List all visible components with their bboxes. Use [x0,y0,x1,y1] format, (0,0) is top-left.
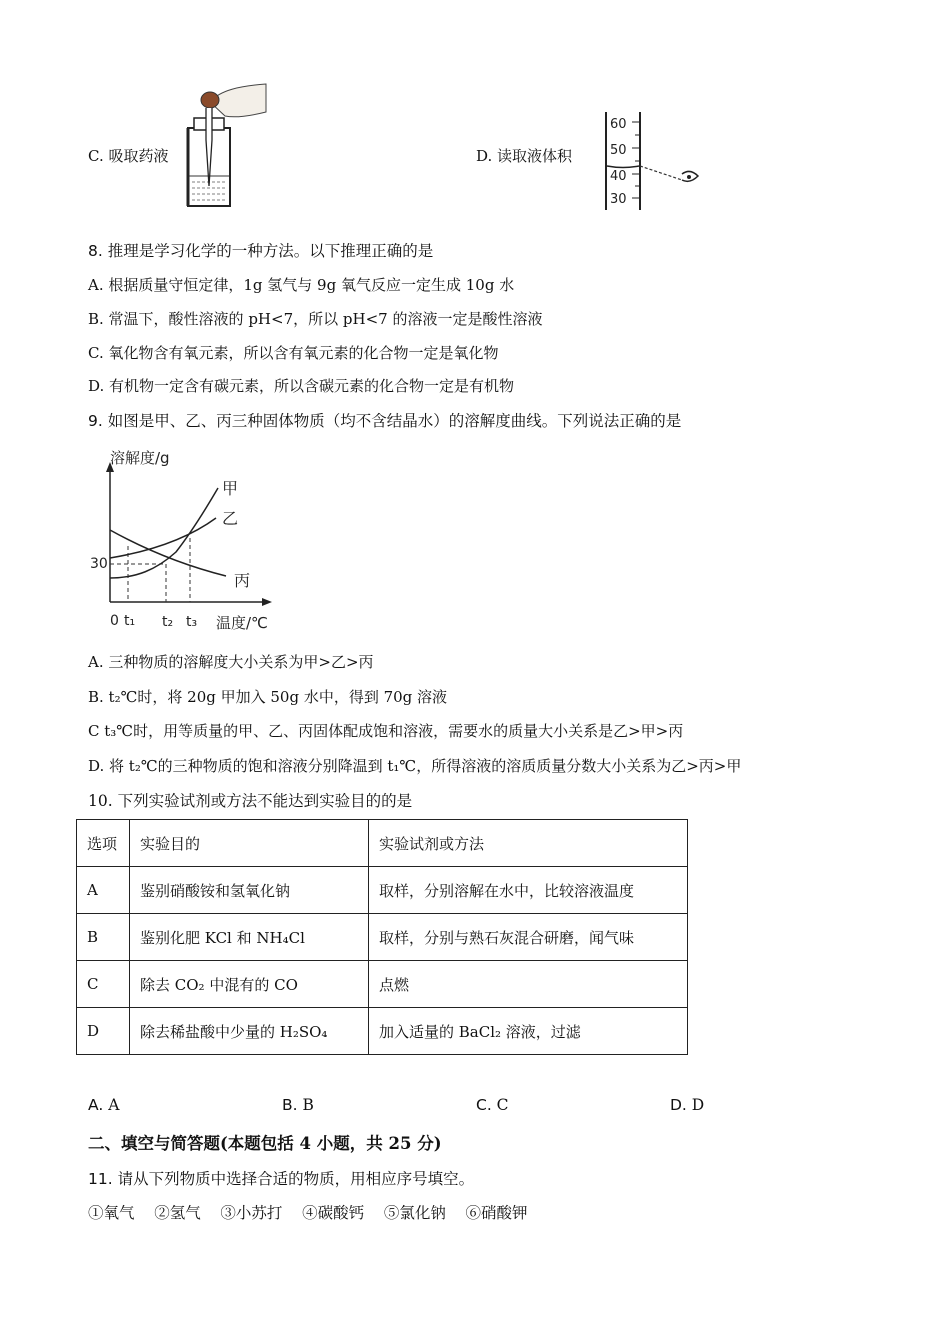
q8-option-c: C. 氧化物含有氧元素，所以含有氧元素的化合物一定是氧化物 [88,344,499,362]
curve-bing [110,530,226,576]
table-header-cell: 实验目的 [130,820,369,867]
table-cell: 加入适量的 BaCl₂ 溶液，过滤 [369,1008,688,1055]
table-cell: 鉴别硝酸铵和氢氧化钠 [130,867,369,914]
table-cell: 除去 CO₂ 中混有的 CO [130,961,369,1008]
q9-option-b: B. t₂℃时，将 20g 甲加入 50g 水中，得到 70g 溶液 [88,688,448,706]
q8-option-b: B. 常温下，酸性溶液的 pH<7，所以 pH<7 的溶液一定是酸性溶液 [88,310,543,328]
option-d-label: D. 读取液体积 [476,147,573,165]
q9-option-a: A. 三种物质的溶解度大小关系为甲>乙>丙 [88,653,374,671]
table-cell: 点燃 [369,961,688,1008]
q10-answer-b: B. B [282,1096,314,1114]
table-cell: 鉴别化肥 KCl 和 NH₄Cl [130,914,369,961]
origin-label: 0 [110,613,119,629]
table-cell: 除去稀盐酸中少量的 H₂SO₄ [130,1008,369,1055]
curve-jia-label: 甲 [222,479,239,498]
experiment-table [76,819,688,1055]
table-cell: D [77,1008,130,1055]
question-10-stem: 10. 下列实验试剂或方法不能达到实验目的的是 [88,792,413,810]
cylinder-tick-30: 30 [610,192,627,207]
cylinder-tick-60: 60 [610,117,627,132]
dropper-bottle-illustration [180,82,270,212]
table-row [77,867,688,914]
q8-option-d: D. 有机物一定含有碳元素，所以含碳元素的化合物一定是有机物 [88,377,515,395]
table-header-row [77,820,688,867]
section-2-heading: 二、填空与简答题(本题包括 4 小题，共 25 分) [88,1134,442,1153]
table-cell: 取样，分别与熟石灰混合研磨，闻气味 [369,914,688,961]
q8-option-a: A. 根据质量守恒定律，1g 氢气与 9g 氧气反应一定生成 10g 水 [88,276,515,294]
curve-yi-label: 乙 [222,509,239,528]
question-9-stem: 9. 如图是甲、乙、丙三种固体物质（均不含结晶水）的溶解度曲线。下列说法正确的是 [88,412,682,430]
x-axis-label: 温度/℃ [216,614,268,632]
graduated-cylinder-illustration [598,110,710,214]
curve-bing-label: 丙 [234,571,251,590]
cylinder-tick-50: 50 [610,143,627,158]
t3-label: t₃ [186,614,198,630]
table-header-cell: 实验试剂或方法 [369,820,688,867]
option-c-label: C. 吸取药液 [88,147,169,165]
t1-label: t₁ [124,613,136,629]
q10-answer-a: A. A [88,1096,120,1114]
solubility-curve-graph [86,446,286,636]
table-row [77,1008,688,1055]
table-cell: C [77,961,130,1008]
q9-option-d: D. 将 t₂℃的三种物质的饱和溶液分别降温到 t₁℃，所得溶液的溶质质量分数大小关系为乙>丙>甲 [88,757,742,775]
table-row [77,961,688,1008]
q10-answer-c: C. C [476,1096,509,1114]
q11-substance-list: ①氧气 ②氢气 ③小苏打 ④碳酸钙 ⑤氯化钠 ⑥硝酸钾 [88,1204,528,1222]
y-tick-30: 30 [90,556,108,572]
question-8-stem: 8. 推理是学习化学的一种方法。以下推理正确的是 [88,242,434,260]
y-axis-label: 溶解度/g [110,449,170,467]
table-cell: 取样，分别溶解在水中，比较溶液温度 [369,867,688,914]
cylinder-tick-40: 40 [610,169,627,184]
q9-option-c: C t₃℃时，用等质量的甲、乙、丙固体配成饱和溶液，需要水的质量大小关系是乙>甲>丙 [88,722,684,740]
table-cell: B [77,914,130,961]
question-11-stem: 11. 请从下列物质中选择合适的物质，用相应序号填空。 [88,1170,475,1188]
table-header-cell: 选项 [77,820,130,867]
table-row [77,914,688,961]
table-cell: A [77,867,130,914]
t2-label: t₂ [162,614,174,630]
q10-answer-d: D. D [670,1096,705,1114]
